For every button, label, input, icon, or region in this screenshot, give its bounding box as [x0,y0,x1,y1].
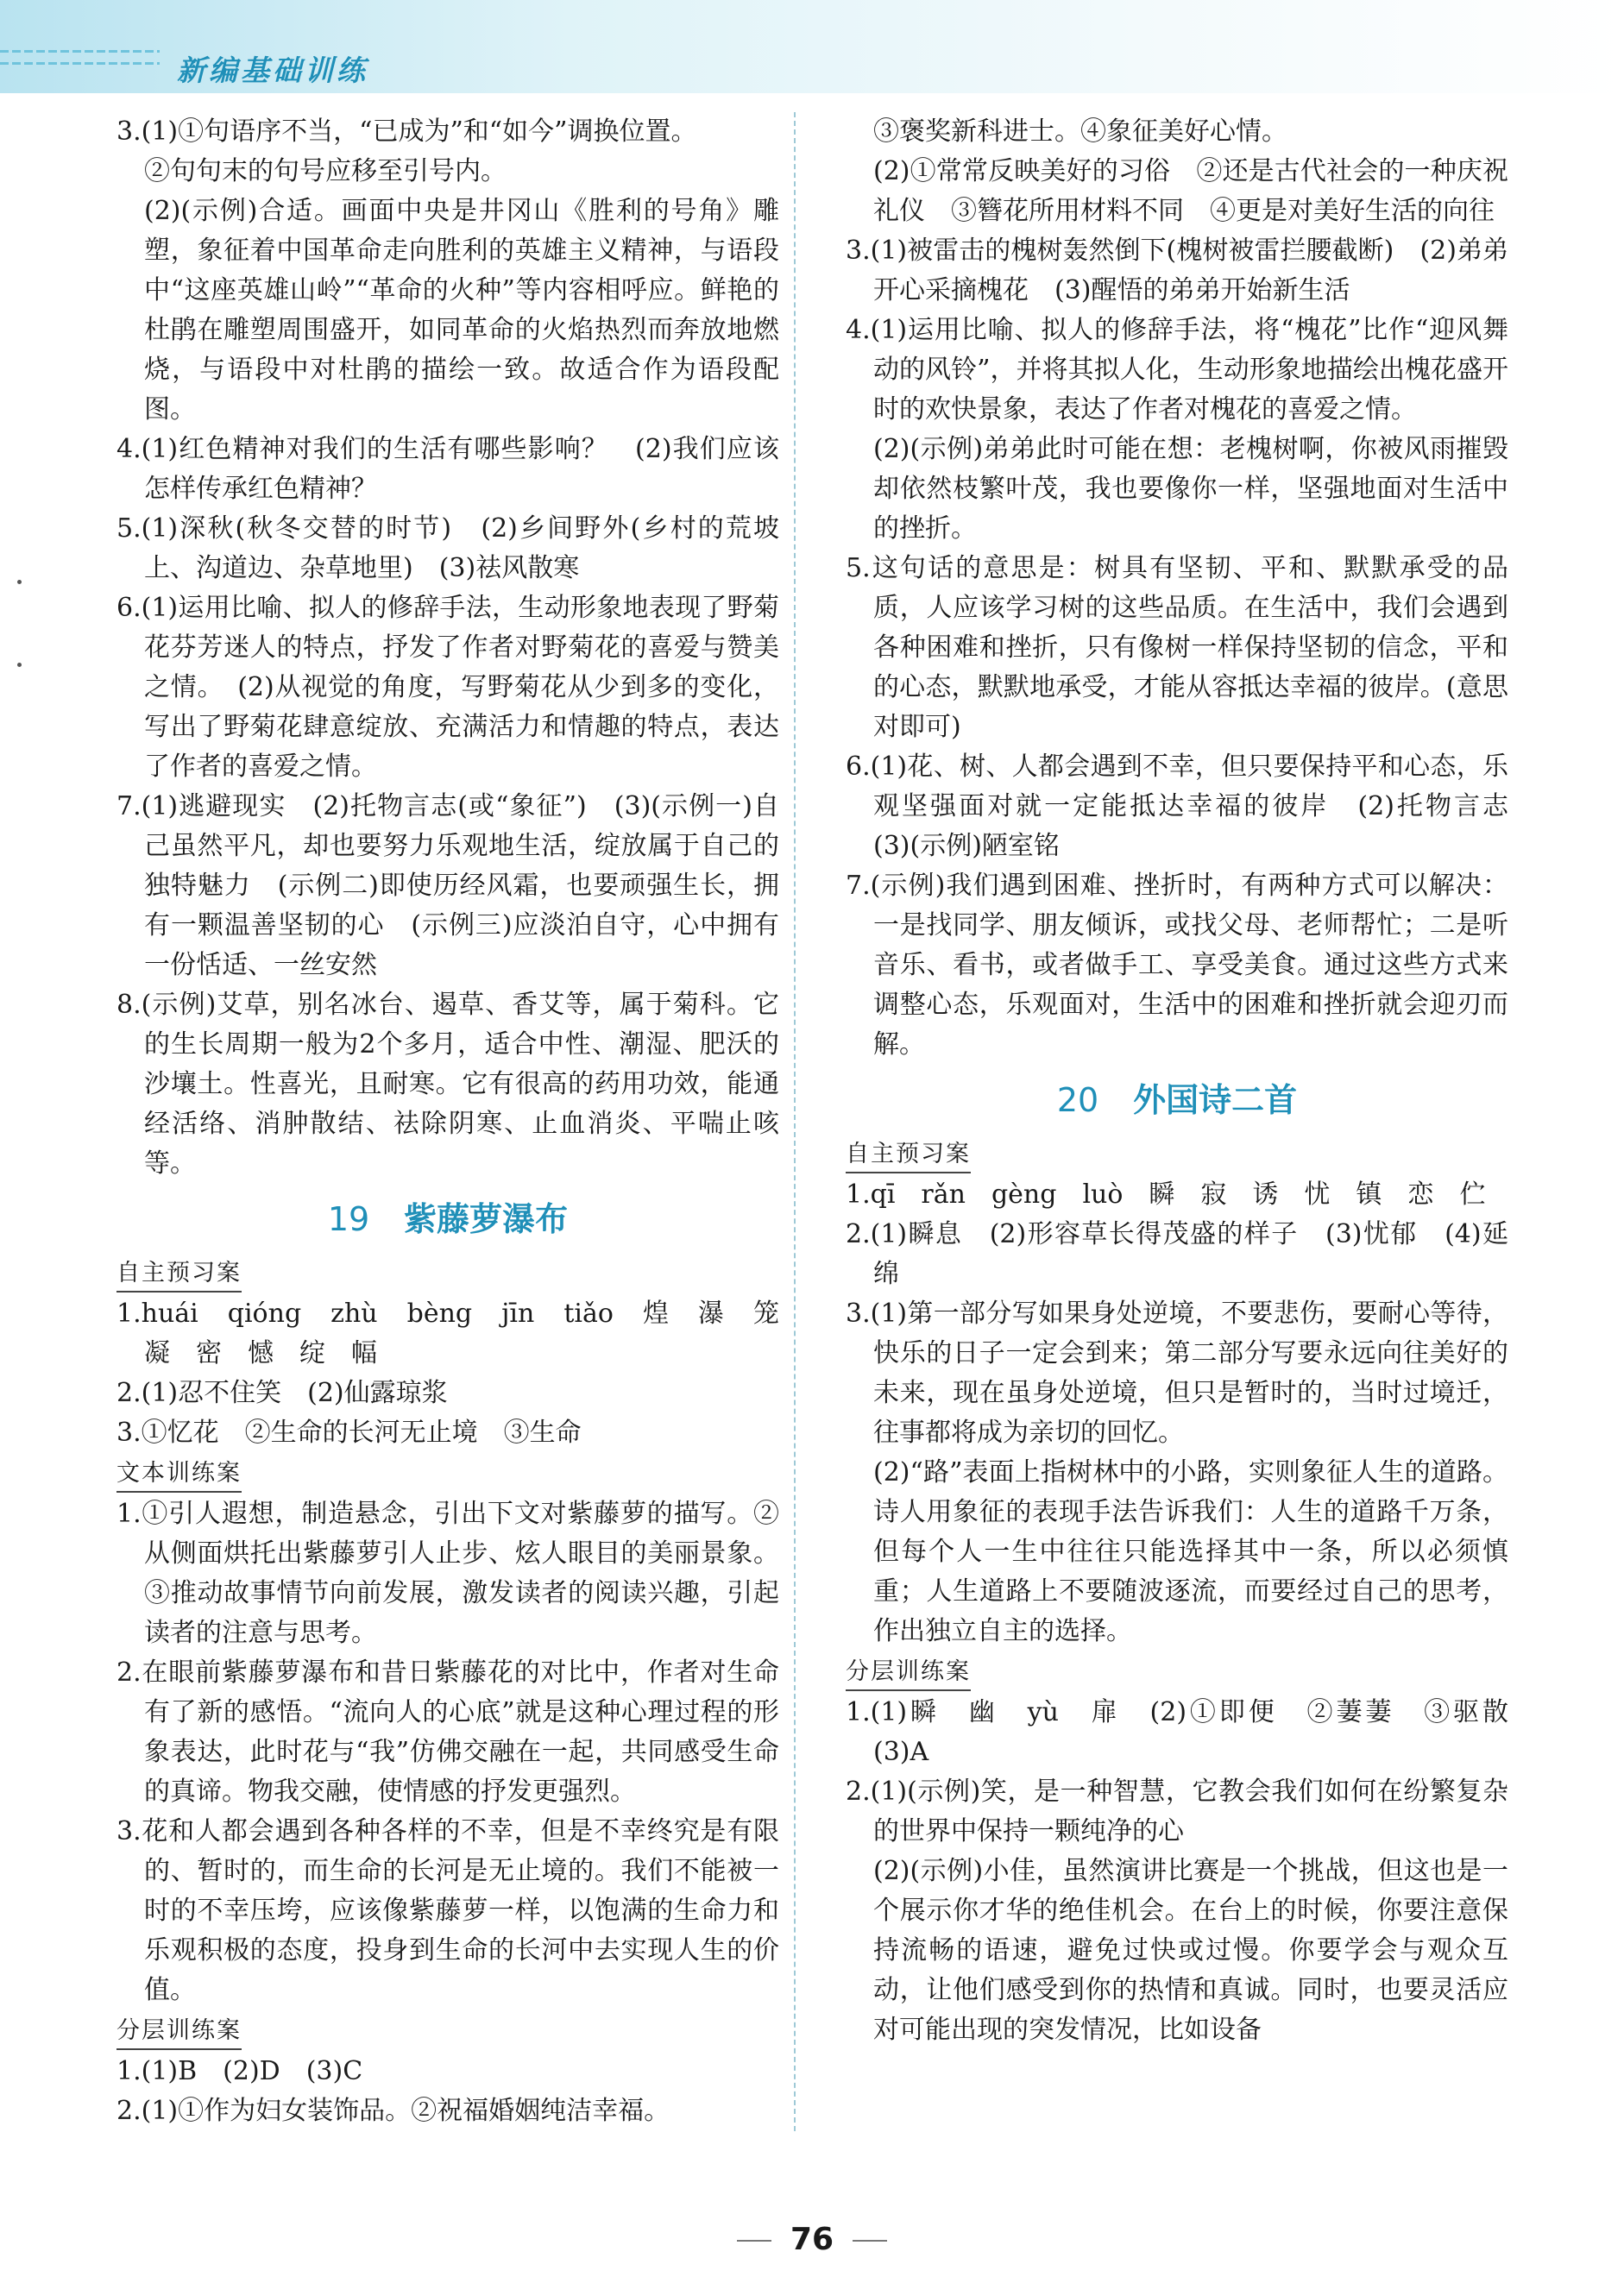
answer-paragraph: 1.qī rǎn gèng luò 瞬 寂 诱 忧 镇 恋 伫 [846,1179,1486,1210]
answer-paragraph: 2.在眼前紫藤萝瀑布和昔日紫藤花的对比中，作者对生命有了新的感悟。“流向人的心底”就是这种心理过程的形象表达，此时花与“我”仿佛交融在一起，共同感受生命的真谛。物我交融，使情感的抒发更强烈。 [116,1657,779,1807]
answer-paragraph: 2.(1)①作为妇女装饰品。②祝福婚姻纯洁幸福。 [116,2096,670,2126]
column-divider [794,112,796,2131]
answer-paragraph: 1.huái qióng zhù bèng jīn tiǎo 煌 瀑 笼 凝 密 憾 绽 幅 [116,1299,805,1368]
header-title: 新编基础训练 [177,53,368,87]
section-title-19 [116,1192,779,1246]
answer-paragraph: 1.(1)瞬 幽 yù 扉 (2)①即便 ②萋萋 ③驱散 (3)A [846,1697,1534,1767]
answer-paragraph: 2.(1)(示例)笑，是一种智慧，它教会我们如何在纷繁复杂的世界中保持一颗纯净的心 [846,1777,1508,1846]
answer-paragraph: (2)(示例)合适。画面中央是井冈山《胜利的号角》雕塑，象征着中国革命走向胜利的英雄主义精神，与语段中“这座英雄山岭”“革命的火种”等内容相呼应。鲜艳的杜鹃在雕塑周围盛开，如同革命的火焰热烈而奔放地燃烧，与语段中对杜鹃的描绘一致。故适合作为语段配图。 [144,196,779,425]
subheading-text-training: 文本训练案 [116,1456,242,1493]
answer-paragraph: (2)“路”表面上指树林中的小路，实则象征人生的道路。诗人用象征的表现手法告诉我们：人生的道路千万条，但每个人一生中往往只能选择其中一条，所以必须慎重；人生道路上不要随波逐流，而要经过自己的思考，作出独立自主的选择。 [873,1457,1508,1646]
section-title-20 [846,1073,1508,1127]
right-column [846,112,1534,2050]
answer-paragraph: 8.(示例)艾草，别名冰台、遏草、香艾等，属于菊科。它的生长周期一般为2个多月，适合中性、潮湿、肥沃的沙壤土。性喜光，且耐寒。它有很高的药用功效，能通经活络、消肿散结、祛除阴寒、止血消炎、平喘止咳等。 [116,990,779,1179]
subheading-preview: 自主预习案 [846,1137,971,1173]
answer-paragraph: 5.这句话的意思是：树具有坚韧、平和、默默承受的品质，人应该学习树的这些品质。在生活中，我们会遇到各种困难和挫折，只有像树一样保持坚韧的信念，平和的心态，默默地承受，才能从容抵达幸福的彼岸。(意思对即可) [846,553,1508,742]
answer-paragraph: 3.花和人都会遇到各种各样的不幸，但是不幸终究是有限的、暂时的，而生命的长河是无止境的。我们不能被一时的不幸压垮，应该像紫藤萝一样，以饱满的生命力和乐观积极的态度，投身到生命的长河中去实现人生的价值。 [116,1816,779,2005]
answer-paragraph: 1.①引人遐想，制造悬念，引出下文对紫藤萝的描写。②从侧面烘托出紫藤萝引人止步、炫人眼目的美丽景象。③推动故事情节向前发展，激发读者的阅读兴趣，引起读者的注意与思考。 [116,1499,779,1648]
right-answers-group [846,112,1534,1065]
answer-paragraph: 2.(1)忍不住笑 (2)仙露琼浆 [116,1378,448,1408]
answer-paragraph: 3.(1)①句语序不当，“已成为”和“如今”调换位置。 [116,116,697,147]
header-band [0,0,1624,93]
answer-paragraph: 3.(1)第一部分写如果身处逆境，不要悲伤，要耐心等待，快乐的日子一定会到来；第二部分写要永远向往美好的未来，现在虽身处逆境，但只是暂时的，当时过境迁，往事都将成为亲切的回忆。 [846,1299,1508,1448]
margin-dot [17,580,22,584]
answer-paragraph: 1.(1)B (2)D (3)C [116,2056,363,2086]
left-preview-group [116,1294,805,1453]
answer-paragraph: (2)(示例)小佳，虽然演讲比赛是一个挑战，但这也是一个展示你才华的绝佳机会。在台上的时候，你要注意保持流畅的语速，避免过快或过慢。你要学会与观众互动，让他们感受到你的热情和真诚。同时，也要灵活应对可能出现的突发情况，比如设备 [873,1856,1508,2045]
page-number: 76 [0,2222,1624,2257]
answer-paragraph: (2)(示例)弟弟此时可能在想：老槐树啊，你被风雨摧毁却依然枝繁叶茂，我也要像你一样，坚强地面对生活中的挫折。 [873,434,1508,544]
subheading-layered-training: 分层训练案 [846,1655,971,1691]
section-number: 20 [1056,1081,1099,1119]
answer-paragraph: 7.(示例)我们遇到困难、挫折时，有两种方式可以解决：一是找同学、朋友倾诉，或找父母、老师帮忙；二是听音乐、看书，或者做手工、享受美食。通过这些方式来调整心态，乐观面对，生活中的困难和挫折就会迎刃而解。 [846,871,1508,1060]
right-layered-group [846,1693,1534,2050]
answer-paragraph: ②句句末的句号应移至引号内。 [144,156,507,186]
answer-paragraph: 4.(1)红色精神对我们的生活有哪些影响？ (2)我们应该怎样传承红色精神？ [116,434,779,504]
left-text-training-group [116,1494,779,2010]
answer-paragraph: 3.①忆花 ②生命的长河无止境 ③生命 [116,1418,582,1448]
answer-paragraph: 6.(1)运用比喻、拟人的修辞手法，生动形象地表现了野菊花芬芳迷人的特点，抒发了作者对野菊花的喜爱与赞美之情。 (2)从视觉的角度，写野菊花从少到多的变化，写出了野菊花肆意绽放、充满活力和情趣的特点，表达了作者的喜爱之情。 [116,593,779,782]
section-number: 19 [327,1200,370,1238]
answer-paragraph: ③褒奖新科进士。④象征美好心情。 [873,116,1287,147]
answer-paragraph: 4.(1)运用比喻、拟人的修辞手法，将“槐花”比作“迎风舞动的风铃”，并将其拟人化，生动形象地描绘出槐花盛开时的欢快景象，表达了作者对槐花的喜爱之情。 [846,315,1508,425]
subheading-preview: 自主预习案 [116,1256,242,1293]
answer-paragraph: 3.(1)被雷击的槐树轰然倒下(槐树被雷拦腰截断) (2)弟弟开心采摘槐花 (3)醒悟的弟弟开始新生活 [846,236,1508,305]
left-answers-group [116,112,779,1184]
right-preview-group [846,1175,1508,1651]
answer-paragraph: (2)①常常反映美好的习俗 ②还是古代社会的一种庆祝礼仪 ③簪花所用材料不同 ④更是对美好生活的向往 [873,156,1508,226]
left-layered-group [116,2052,779,2131]
section-name: 外国诗二首 [1133,1081,1298,1119]
answer-paragraph: 7.(1)逃避现实 (2)托物言志(或“象征”) (3)(示例一)自己虽然平凡，却也要努力乐观地生活，绽放属于自己的独特魅力 (示例二)即使历经风霜，也要顽强生长，拥有一颗温善坚韧的心 (示例三)应淡泊自守，心中拥有一份恬适、一丝安然 [116,791,779,980]
answer-paragraph: 2.(1)瞬息 (2)形容草长得茂盛的样子 (3)忧郁 (4)延绵 [846,1219,1508,1289]
left-column [116,112,805,2131]
subheading-layered-training: 分层训练案 [116,2014,242,2050]
section-name: 紫藤萝瀑布 [404,1200,569,1238]
answer-paragraph: 6.(1)花、树、人都会遇到不幸，但只要保持平和心态，乐观坚强面对就一定能抵达幸福的彼岸 (2)托物言志 (3)(示例)陋室铭 [846,752,1534,861]
answer-paragraph: 5.(1)深秋(秋冬交替的时节) (2)乡间野外(乡村的荒坡上、沟道边、杂草地里) (3)祛风散寒 [116,513,779,583]
margin-dot [17,663,22,667]
